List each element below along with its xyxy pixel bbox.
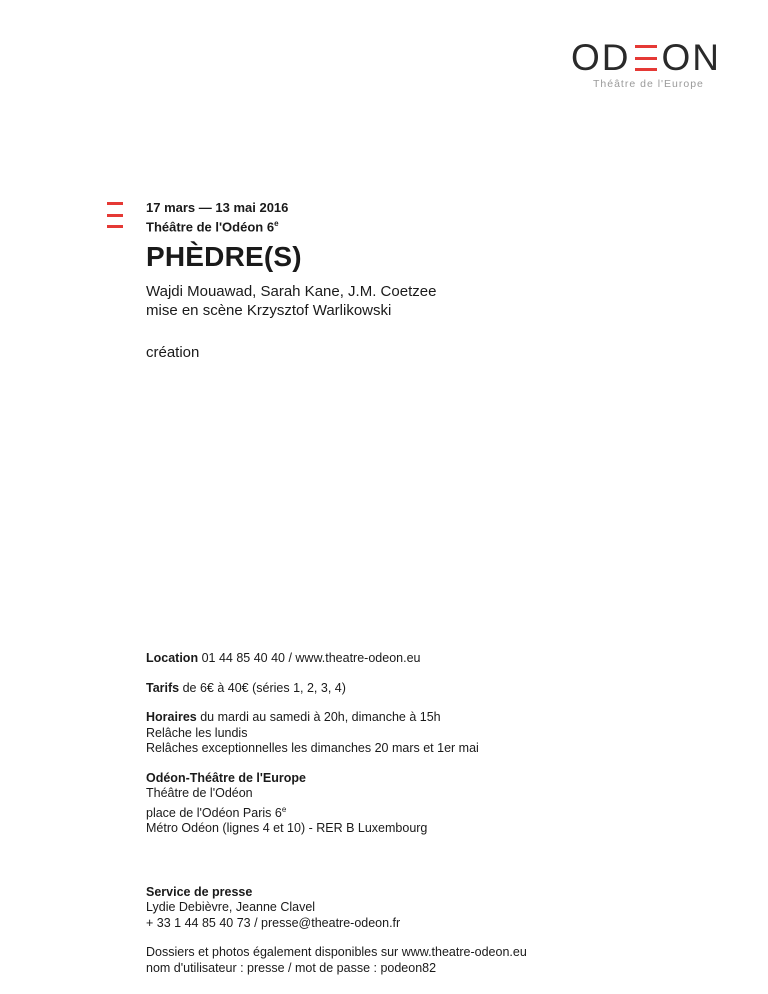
logo-letter-d: D (601, 37, 631, 78)
show-header (146, 200, 706, 362)
venue-sup: e (274, 219, 279, 228)
venue-text: Théâtre de l'Odéon 6 (146, 219, 275, 235)
tarifs-label: Tarifs (146, 680, 180, 695)
theatre-line-3: Métro Odéon (lignes 4 et 10) - RER B Luxembourg (146, 821, 428, 836)
horaires-line-3: Relâches exceptionnelles les dimanches 20 mars et 1er mai (146, 741, 479, 755)
show-direction: mise en scène Krzysztof Warlikowski (146, 302, 392, 320)
press-names: Lydie Debièvre, Jeanne Clavel (146, 900, 316, 915)
practical-info (146, 651, 706, 976)
show-creation: création (146, 344, 200, 362)
logo-letter-n: N (692, 37, 721, 78)
downloads-line-2: nom d'utilisateur : presse / mot de passe : podeon82 (146, 960, 437, 975)
horaires-line-2: Relâche les lundis (146, 725, 248, 740)
location-value: 01 44 85 40 40 / www.theatre-odeon.eu (198, 651, 421, 665)
location-label: Location (146, 651, 199, 665)
logo-e-stripes-icon (635, 45, 658, 71)
show-venue (146, 216, 706, 235)
theatre-address-sup: e (281, 804, 287, 814)
horaires-line (146, 710, 706, 726)
tarifs-value: de 6€ à 40€ (séries 1, 2, 3, 4) (179, 680, 346, 695)
show-authors: Wajdi Mouawad, Sarah Kane, J.M. Coetzee (146, 283, 437, 301)
theatre-name-text: Odéon-Théâtre de l'Europe (146, 770, 306, 785)
logo-wordmark (571, 37, 721, 78)
theatre-line-2 (146, 802, 706, 822)
theatre-address: place de l'Odéon Paris 6 (146, 805, 282, 820)
horaires-label: Horaires (146, 710, 197, 724)
logo-subtitle: Théâtre de l'Europe (593, 78, 704, 90)
location-line (146, 651, 706, 667)
show-dates: 17 mars — 13 mai 2016 (146, 200, 289, 215)
theatre-name (146, 771, 706, 787)
horaires-value: du mardi au samedi à 20h, dimanche à 15h (196, 710, 441, 724)
logo-letter-o: O (571, 37, 602, 78)
downloads-line-1: Dossiers et photos également disponibles sur www.theatre-odeon.eu (146, 945, 527, 960)
red-stripes-icon (107, 202, 123, 228)
odeon-logo (571, 37, 721, 90)
press-label (146, 885, 706, 901)
show-title: PHÈDRE(S) (146, 241, 302, 273)
tarifs-line (146, 681, 706, 697)
press-label-text: Service de presse (146, 884, 253, 899)
theatre-line-1: Théâtre de l'Odéon (146, 786, 253, 800)
press-contact: + 33 1 44 85 40 73 / presse@theatre-odeon.fr (146, 915, 401, 930)
logo-letter-o-2: O (661, 37, 693, 78)
